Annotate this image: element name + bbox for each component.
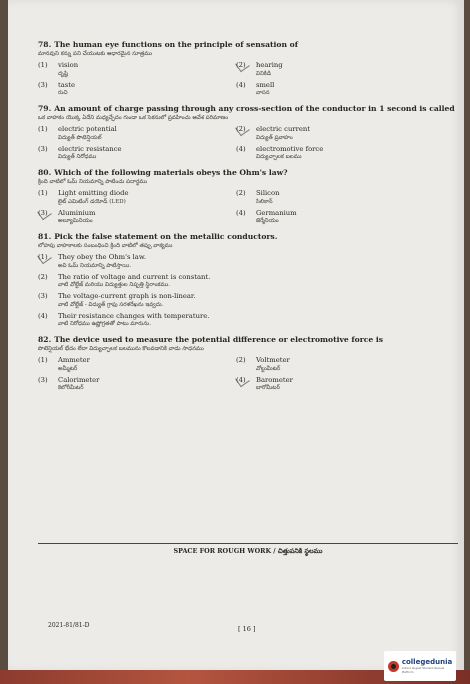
question-text-telugu: క్రింది వాటిలో ఓమ్ నియమాన్ని పాటించు పదార్థము <box>38 179 148 185</box>
question-stem <box>38 40 458 50</box>
option-text: Calorimeter <box>58 375 100 384</box>
question-text: Which of the following materials obeys the Ohm's law? <box>54 168 288 177</box>
option-4[interactable] <box>236 145 436 163</box>
option-4[interactable] <box>236 376 436 394</box>
option-4[interactable] <box>236 81 436 99</box>
question-stem <box>38 232 458 242</box>
option-number: (3) <box>38 375 48 384</box>
option-number: (2) <box>38 272 48 281</box>
option-text: hearing <box>256 61 283 69</box>
option-text-telugu: అల్యూమినియం <box>58 218 93 224</box>
option-text: Silicon <box>256 189 280 197</box>
option-text-telugu: అమ్మీటర్ <box>58 365 78 372</box>
option-text: Light emitting diode <box>58 189 129 197</box>
question-text: An amount of charge passing through any cross-section of the conductor in 1 second is called <box>54 104 455 113</box>
tick-mark-icon: (1) <box>38 253 58 271</box>
question-78 <box>38 40 458 98</box>
question-text-telugu: మానవుని కన్ను పని చేయుటకు ఆధారమైన సూత్రము <box>38 51 153 57</box>
option-text-telugu: సిలికాన్ <box>256 198 273 205</box>
question-stem <box>38 168 458 178</box>
question-82 <box>38 335 458 393</box>
option-3[interactable] <box>38 376 228 394</box>
tick-mark-icon: (2) <box>236 125 256 143</box>
question-text-telugu: ఒక వాహకం యొక్క ఏదేని మధ్యచ్ఛేదం గుండా ఒక సెకనులో ప్రవహించు ఆవేశ పరిమాణం <box>38 115 229 121</box>
logo-mascot-icon <box>388 661 399 672</box>
option-1[interactable] <box>38 253 458 271</box>
option-1[interactable] <box>38 125 228 143</box>
option-4[interactable] <box>236 209 436 227</box>
option-number: (1) <box>38 189 48 197</box>
option-text-telugu: విద్యుత్ ప్రవాహం <box>256 134 293 141</box>
option-text: vision <box>58 61 79 69</box>
options <box>38 187 458 226</box>
page-number: [ 16 ] <box>238 625 256 633</box>
option-text: Their resistance changes with temperature. <box>58 311 210 320</box>
option-text-telugu: వినికిడి <box>256 70 271 77</box>
option-1[interactable] <box>38 189 228 207</box>
options <box>38 253 458 329</box>
option-4[interactable] <box>38 312 458 330</box>
option-2[interactable] <box>236 61 436 79</box>
option-text-telugu: విద్యుత్ నిరోధము <box>58 154 97 160</box>
question-list <box>38 40 458 399</box>
option-3[interactable] <box>38 145 228 163</box>
option-text: The ratio of voltage and current is constant. <box>58 272 211 281</box>
option-number: (3) <box>38 80 48 89</box>
option-number: (4) <box>38 311 48 320</box>
option-text-telugu: బారోమీటర్ <box>256 385 280 391</box>
option-text: Ammeter <box>58 356 90 364</box>
option-number: (1) <box>38 356 48 364</box>
footer-code: 2021-81/81-D <box>48 622 90 629</box>
question-text-telugu: లోహపు వాహకాలకు సంబంధించి క్రింది వాటిలో తప్పు వాక్యము <box>38 243 173 249</box>
question-number: 82. <box>38 335 52 344</box>
option-text-telugu: వోల్టుమీటర్ <box>256 365 281 372</box>
option-number: (4) <box>236 80 246 89</box>
option-text: Aluminium <box>58 208 96 217</box>
option-2[interactable] <box>236 189 436 207</box>
question-81 <box>38 232 458 329</box>
option-text-telugu: వాసన <box>256 90 270 96</box>
option-text-telugu: దృష్టి <box>58 70 69 77</box>
option-number: (1) <box>38 61 48 69</box>
question-text: The human eye functions on the principle of sensation of <box>54 40 298 49</box>
option-3[interactable] <box>38 81 228 99</box>
option-text-telugu: వాటి వోల్టేజ్ మరియు విద్యుత్తుల నిష్పత్తి స్థిరాంకము. <box>58 282 170 288</box>
option-text-telugu: వాటి వోల్టేజ్ - విద్యుత్ గ్రాఫు సరళరేఖను ఇవ్వదు. <box>58 301 164 308</box>
question-text: Pick the false statement on the metallic conductors. <box>54 232 278 241</box>
tick-mark-icon: (3) <box>38 209 58 227</box>
option-text-telugu: జెర్మేనియం <box>256 218 279 224</box>
logo-tagline: India's largest Student Review Platform <box>401 666 445 674</box>
option-number: (2) <box>236 189 246 197</box>
option-text-telugu: విద్యుత్ పొటెన్షియల్ <box>58 134 102 141</box>
option-1[interactable] <box>38 356 228 374</box>
options <box>38 59 458 98</box>
option-number: (4) <box>236 208 246 217</box>
option-3[interactable] <box>38 292 458 310</box>
option-text-telugu: కెలోరీమీటర్ <box>58 385 84 391</box>
option-text: The voltage-current graph is non-linear. <box>58 292 196 300</box>
options <box>38 123 458 162</box>
option-number: (4) <box>236 144 246 153</box>
option-number: (3) <box>38 292 48 300</box>
option-text: Voltmeter <box>256 356 290 364</box>
collegedunia-logo <box>384 651 456 681</box>
option-text: They obey the Ohm's law. <box>58 253 147 261</box>
option-text-telugu: విద్యుచ్ఛాలక బలము <box>256 154 302 160</box>
option-text: electric current <box>256 125 310 133</box>
logo-name: collegedunia <box>401 658 453 666</box>
question-stem <box>38 104 458 114</box>
option-text-telugu: లైట్ ఎమిటింగ్ డయోడ్ (LED) <box>58 198 126 205</box>
question-text-telugu: పొటెన్షియల్ భేదం లేదా విద్యుచ్ఛాలక బలమును కొలవడానికి వాడు సాధనము <box>38 346 204 352</box>
option-2[interactable] <box>236 356 436 374</box>
question-80 <box>38 168 458 226</box>
option-text-telugu: రుచి <box>58 90 68 96</box>
option-3[interactable] <box>38 209 228 227</box>
question-number: 80. <box>38 168 52 177</box>
option-text: taste <box>58 80 76 89</box>
question-number: 79. <box>38 104 52 113</box>
exam-page <box>8 0 464 672</box>
options <box>38 354 458 393</box>
question-text: The device used to measure the potential difference or electromotive force is <box>54 335 383 344</box>
question-79 <box>38 104 458 162</box>
question-number: 78. <box>38 40 52 49</box>
option-text-telugu: వాటి నిరోధము ఉష్ణోగ్రతతో పాటు మారును. <box>58 321 152 327</box>
option-number: (3) <box>38 144 48 153</box>
question-stem <box>38 335 458 345</box>
option-text-telugu: అవి ఓమ్ నియమాన్ని పాటిస్తాయి. <box>58 262 132 269</box>
rough-work-label: SPACE FOR ROUGH WORK / చిత్తుపనికి స్థలము <box>38 543 458 557</box>
option-text: Germanium <box>256 208 297 217</box>
option-text: electromotive force <box>256 144 324 153</box>
question-number: 81. <box>38 232 52 241</box>
option-2[interactable] <box>236 125 436 143</box>
option-2[interactable] <box>38 273 458 291</box>
tick-mark-icon: (2) <box>236 61 256 79</box>
option-number: (2) <box>236 356 246 364</box>
tick-mark-icon: (4) <box>236 376 256 394</box>
option-text: electric potential <box>58 125 117 133</box>
option-1[interactable] <box>38 61 228 79</box>
option-text: Barometer <box>256 375 293 384</box>
option-text: electric resistance <box>58 144 122 153</box>
option-number: (1) <box>38 125 48 133</box>
option-text: smell <box>256 80 275 89</box>
